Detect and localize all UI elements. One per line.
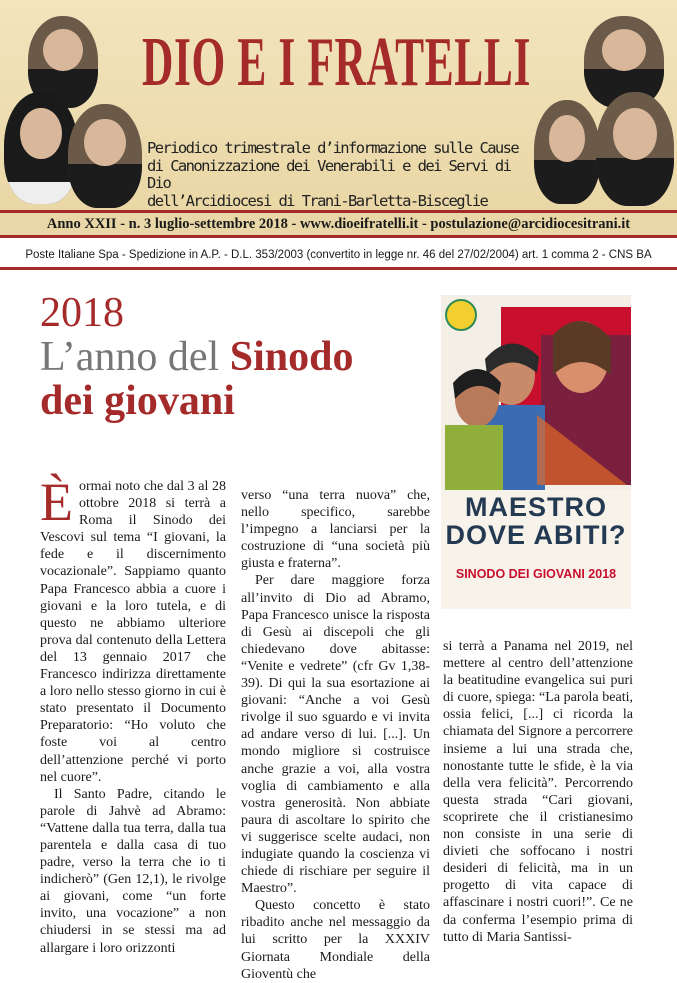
- masthead-title: DIO E I FRATELLI: [142, 24, 531, 101]
- poster-title: [441, 493, 631, 549]
- portrait-man-right: [534, 100, 600, 204]
- paragraph: verso “una terra nuova” che, nello specifico, sarebbe l’impegno a lanciarsi per la costruzione di “una società più giusta e fraterna”.: [241, 488, 430, 572]
- paragraph: Per dare maggiore forza all’invito di Dio ad Abramo, Papa Francesco unisce la risposta di Gesù ai discepoli che gli chiedevano dove abitasse: “Venite e vedrete” (cfr Gv 1,38-39). Di qui la sua esortazione ai giovani: “Anche a voi Gesù rivolge il suo sguardo e vi invita ad andare verso di lui. [...]. Un mondo migliore si costruisce anche grazie a voi, alla vostra voglia di cambiamento e alla vostra generosità. Non abbiate paura di ascoltare lo spirito che vi suggerisce scelte audaci, non indugiate quando la coscienza vi chiede di rischiare per seguire il Maestro”.: [241, 573, 430, 897]
- masthead-subtitle-line-3: dell’Arcidiocesi di Trani-Barletta-Bisceglie: [147, 191, 488, 210]
- headline-lead: L’anno del: [40, 334, 230, 380]
- paragraph: Èormai noto che dal 3 al 28 ottobre 2018 si terrà a Roma il Sinodo dei Vescovi sul tema “I giovani, la fede e il discernimento vocazionale”. Sappiamo quanto Papa Francesco abbia a cuore i giovani e la loro tutela, e di questo ne abbiamo ulteriore prova dal contenuto della Lettera del 13 gennaio 2017 che Francesco indirizza direttamente a loro nello stesso giorno in cui è stato presentato il Documento Preparatorio: “Ho voluto che foste voi al centro dell’attenzione perché vi porto nel cuore”.: [40, 472, 226, 785]
- headline-strong-1: Sinodo: [229, 334, 354, 380]
- article-column-2: [241, 487, 430, 983]
- masthead: [0, 0, 677, 210]
- paragraph: Questo concetto è stato ribadito anche nel messaggio da lui scritto per la XXXIV Giornata Mondiale della Gioventù che: [241, 898, 430, 982]
- portrait-priest-left-bottom: [68, 104, 142, 208]
- article-year: 2018: [40, 290, 124, 336]
- masthead-subtitle: [147, 140, 527, 210]
- poster-subtitle: SINODO DEI GIOVANI 2018: [455, 567, 617, 581]
- masthead-subtitle-line-1: Periodico trimestrale d’informazione sulle Cause: [147, 139, 519, 157]
- paragraph: Il Santo Padre, citando le parole di Jahvè ad Abramo: “Vattene dalla tua terra, dalla tua parentela e dalla casa di tuo padre, verso la terra che io ti indicherò” (Gen 12,1), le rivolge ai giovani, come “un forte invito, una vocazione” a non chiudersi in se stessi ma ad allargare i loro orizzonti: [40, 786, 226, 956]
- postal-notice: Poste Italiane Spa - Spedizione in A.P. - D.L. 353/2003 (convertito in legge nr. 46 del 27/02/2004) art. 1 comma 2 - CNS BA: [0, 246, 677, 270]
- synod-poster-image: [441, 295, 631, 609]
- portrait-priest-right: [596, 92, 674, 206]
- portrait-nun-left: [4, 92, 78, 204]
- poster-title-line-1: MAESTRO: [465, 492, 607, 522]
- drop-cap: È: [40, 472, 73, 532]
- masthead-subtitle-line-2: di Canonizzazione dei Venerabili e dei Servi di Dio: [147, 156, 511, 192]
- issue-info-bar: Anno XXII - n. 3 luglio-settembre 2018 - www.dioeifratelli.it - postulazione@arcidiocesitrani.it: [0, 210, 677, 238]
- synod-logo-icon: [445, 299, 477, 331]
- article-column-3: [443, 638, 633, 946]
- paragraph: si terrà a Panama nel 2019, nel mettere al centro dell’attenzione la beatitudine evangelica sui puri di cuore, spiega: “La parola beati, ossia felici, [...] ci ricorda la chiamata del Signore a percorrere insieme a lui una strada che, nonostante tutte le sfide, è la via della vera felicità”. Percorrendo questa strada “Cari giovani, scoprirete che il cristianesimo non consiste in una serie di divieti che soffocano i nostri desideri di felicità, ma in un progetto di vita capace di affascinare i nostri cuori!”. Ce ne da conferma l’esempio prima di tutto di Maria Santissi-: [443, 639, 633, 945]
- headline-strong-2: dei giovani: [40, 378, 235, 424]
- poster-title-line-2: DOVE ABITI?: [445, 520, 627, 550]
- article-headline: [40, 335, 440, 423]
- article-column-1: [40, 472, 226, 957]
